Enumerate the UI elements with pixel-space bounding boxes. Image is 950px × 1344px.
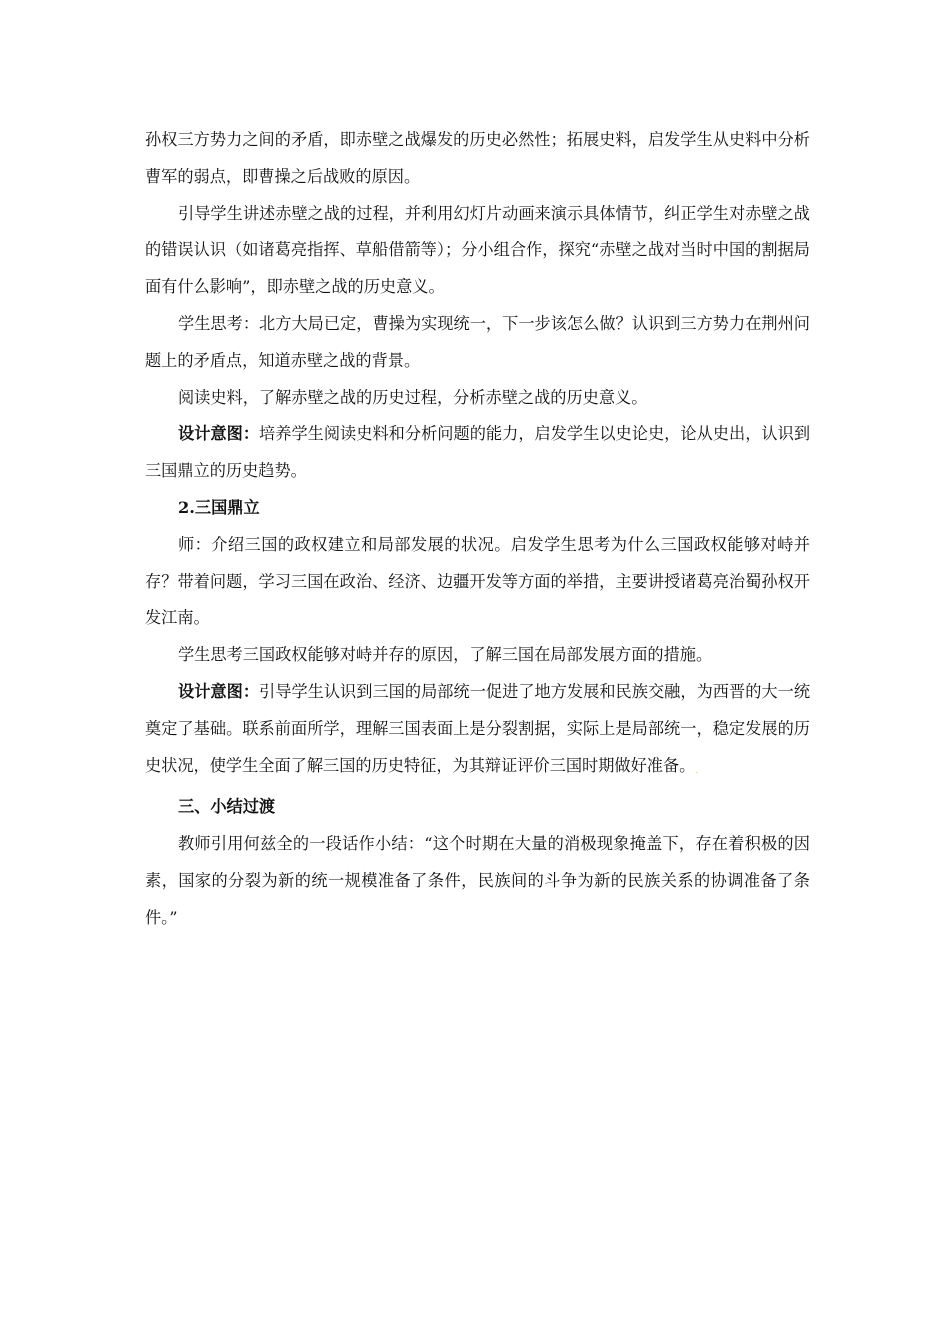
design-intent-label: 设计意图： [178,681,260,701]
dot-mark: . [695,765,699,776]
paragraph-summary-quote: 教师引用何兹全的一段话作小结：“这个时期在大量的消极现象掩盖下，存在着积极的因素，国家的分裂为新的统一规模准备了条件，民族间的斗争为新的民族关系的协调准备了条件。” [145,834,810,927]
design-intent-label: 设计意图： [178,424,260,444]
paragraph-design-intent-1 [145,416,810,490]
paragraph-continuation: 孙权三方势力之间的矛盾，即赤壁之战爆发的历史必然性；拓展史料，启发学生从史料中分析曹军的弱点，即曹操之后战败的原因。 [145,130,810,186]
document-body [145,122,810,937]
paragraph-student-thinking: 学生思考：北方大局已定，曹操为实现统一，下一步该怎么做？认识到三方势力在荆州问题上的矛盾点，知道赤壁之战的背景。 [145,313,810,370]
design-intent-text: 培养学生阅读史料和分析问题的能力，启发学生以史论史，论从史出，认识到三国鼎立的历史趋势。 [145,424,811,481]
paragraph-reading-sources: 阅读史料，了解赤壁之战的历史过程，分析赤壁之战的历史意义。 [178,387,648,407]
section-heading-summary: 三、小结过渡 [178,797,276,817]
design-intent-text: 引导学生认识到三国的局部统一促进了地方发展和民族交融，为西晋的大一统奠定了基础。联系前面所学，理解三国表面上是分裂割据，实际上是局部统一，稳定发展的历史状况，使学生全面了解三国的历史特征，为其辩证评价三国时期做好准备。 [145,681,811,775]
paragraph-teacher-guidance: 引导学生讲述赤壁之战的过程，并利用幻灯片动画来演示具体情节，纠正学生对赤壁之战的错误认识（如诸葛亮指挥、草船借箭等）；分小组合作，探究“赤壁之战对当时中国的割据局面有什么影响”，即赤壁之战的历史意义。 [145,203,810,297]
paragraph-teacher-intro: 师：介绍三国的政权建立和局部发展的状况。启发学生思考为什么三国政权能够对峙并存？带着问题，学习三国在政治、经济、边疆开发等方面的举措，主要讲授诸葛亮治蜀孙权开发江南。 [145,534,810,628]
paragraph-design-intent-2 [145,674,810,789]
section-heading-three-kingdoms: 2.三国鼎立 [178,497,260,517]
paragraph-student-reasons: 学生思考三国政权能够对峙并存的原因，了解三国在局部发展方面的措施。 [178,645,713,665]
